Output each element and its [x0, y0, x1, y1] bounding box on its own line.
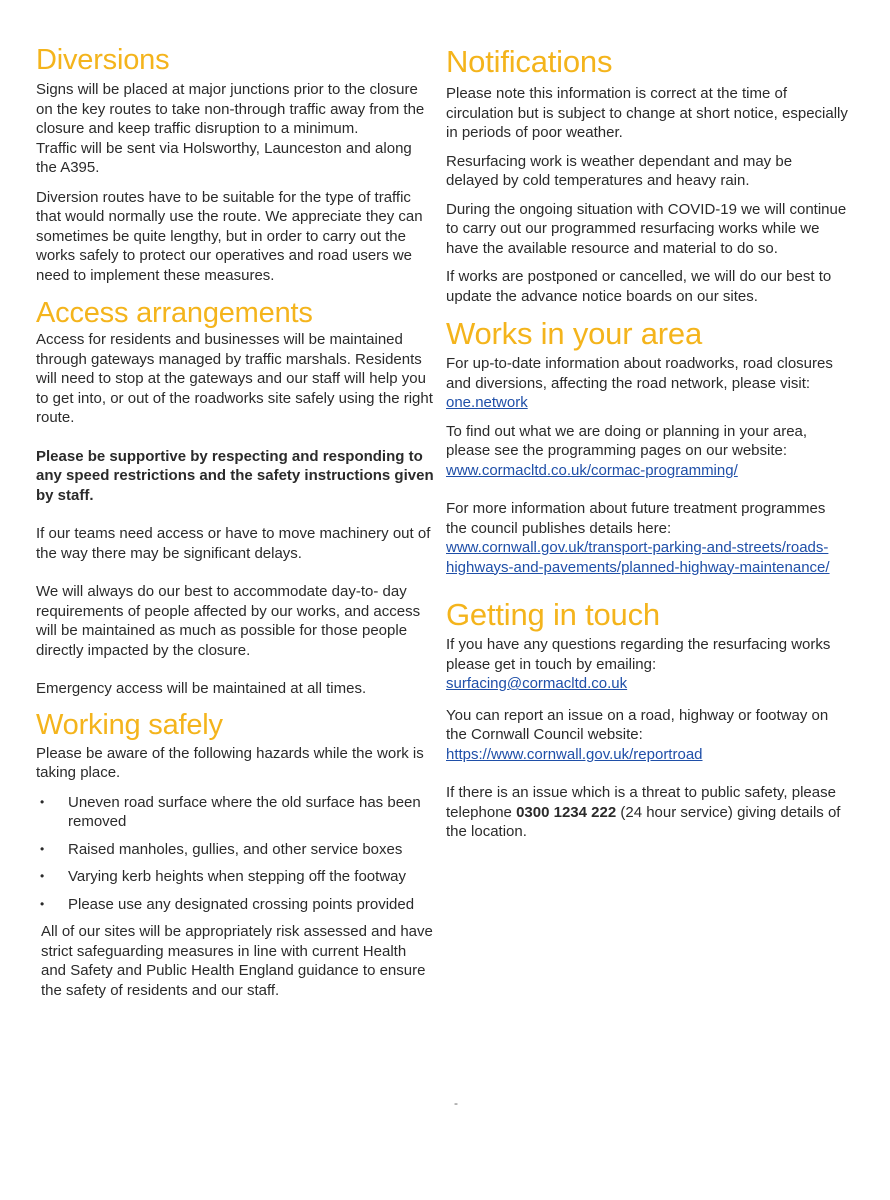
diversions-p2: Traffic will be sent via Holsworthy, Launceston and along the A395.	[36, 139, 412, 176]
hazard-list	[36, 793, 434, 915]
one-network-link[interactable]: one.network	[446, 394, 528, 411]
notifications-p4: If works are postponed or cancelled, we will do our best to update the advance notice boards on our sites.	[446, 268, 832, 305]
report-road-link[interactable]: https://www.cornwall.gov.uk/reportroad	[446, 745, 703, 763]
notifications-p3: During the ongoing situation with COVID-19 we will continue to carry out our programmed resurfacing works while we have the available resource and material to do so.	[446, 200, 847, 257]
list-item: • Uneven road surface where the old surface has been removed	[40, 793, 421, 830]
access-p2: If our teams need access or have to move machinery out of the way there may be significant delays.	[36, 525, 431, 562]
diversions-p1: Signs will be placed at major junctions prior to the closure on the key routes to take non-through traffic away from the closure and keep traffic disruption to a minimum.	[36, 81, 425, 137]
notifications-p2: Resurfacing work is weather dependant and may be delayed by cold temperatures and heavy rain.	[446, 152, 793, 189]
access-p1: Access for residents and businesses will be maintained through gateways managed by traffic marshals. Residents will need to stop at the gateways and our staff will help you to get into, or out of the roadworks site safely using the right route.	[36, 331, 433, 426]
notifications-p1: Please note this information is correct at the time of circulation but is subject to change at short notice, especially in periods of poor weather.	[446, 85, 848, 141]
access-p3: We will always do our best to accommodate day-to- day requirements of people affected by our works, and access will be maintained as much as possible for those people directly impacted by the closure.	[36, 583, 421, 659]
diversions-p3: Diversion routes have to be suitable for the type of traffic that would normally use the route. We appreciate they can sometimes be quite lengthy, but in order to carry out the works safely to protect our operatives and road users we need to implement these measures.	[36, 188, 423, 284]
works-p1: For up-to-date information about roadworks, road closures and diversions, affecting the road network, please visit: one.network	[446, 355, 833, 411]
list-item: • Please use any designated crossing points provided	[40, 895, 415, 913]
diversions-heading: Diversions	[36, 44, 170, 76]
list-item: • Varying kerb heights when stepping off the footway	[40, 868, 406, 885]
notifications-heading: Notifications	[446, 44, 613, 79]
safety-intro: Please be aware of the following hazards while the work is taking place.	[36, 744, 424, 781]
access-bold-notice: Please be supportive by respecting and responding to any speed restrictions and the safety instructions given by staff.	[36, 447, 434, 504]
safety-outro: All of our sites will be appropriately risk assessed and have strict safeguarding measures in line with current Health and Safety and Public Health England guidance to ensure the safety of residents and our staff.	[41, 923, 433, 999]
left-column	[36, 44, 434, 1000]
phone-number: 0300 1234 222	[516, 803, 617, 821]
right-column	[446, 44, 848, 842]
list-item: • Raised manholes, gullies, and other service boxes	[40, 840, 403, 858]
safety-heading: Working safely	[36, 708, 223, 741]
surfacing-email-link[interactable]: surfacing@cormacltd.co.uk	[446, 675, 628, 692]
access-p4: Emergency access will be maintained at all times.	[36, 680, 367, 697]
contact-p3: If there is an issue which is a threat to public safety, please telephone 0300 1234 222 (24 hour service) giving details of the location.	[446, 784, 841, 840]
works-p3: For more information about future treatment programmes the council publishes details here: www.cornwall.gov.uk/transport-parking-and-streets/roads-highways-and-pavements/planned-highway-maintenance/	[446, 500, 830, 576]
access-heading: Access arrangements	[36, 297, 313, 329]
works-heading: Works in your area	[446, 316, 702, 351]
contact-p1: If you have any questions regarding the resurfacing works please get in touch by emailing: surfacing@cormacltd.co.uk	[446, 636, 831, 692]
footer-mark: -	[454, 1096, 458, 1110]
cormac-programming-link[interactable]: www.cormacltd.co.uk/cormac-programming/	[446, 461, 738, 479]
contact-p2: You can report an issue on a road, highway or footway on the Cornwall Council website: https://www.cornwall.gov.uk/reportroad	[446, 706, 829, 763]
council-maintenance-link[interactable]: www.cornwall.gov.uk/transport-parking-and-streets/roads-highways-and-pavements/planned-highway-maintenance/	[446, 539, 830, 576]
contact-heading: Getting in touch	[446, 597, 660, 632]
works-p2: To find out what we are doing or planning in your area, please see the programming pages on our website: www.cormacltd.co.uk/cormac-programming/	[446, 422, 808, 479]
